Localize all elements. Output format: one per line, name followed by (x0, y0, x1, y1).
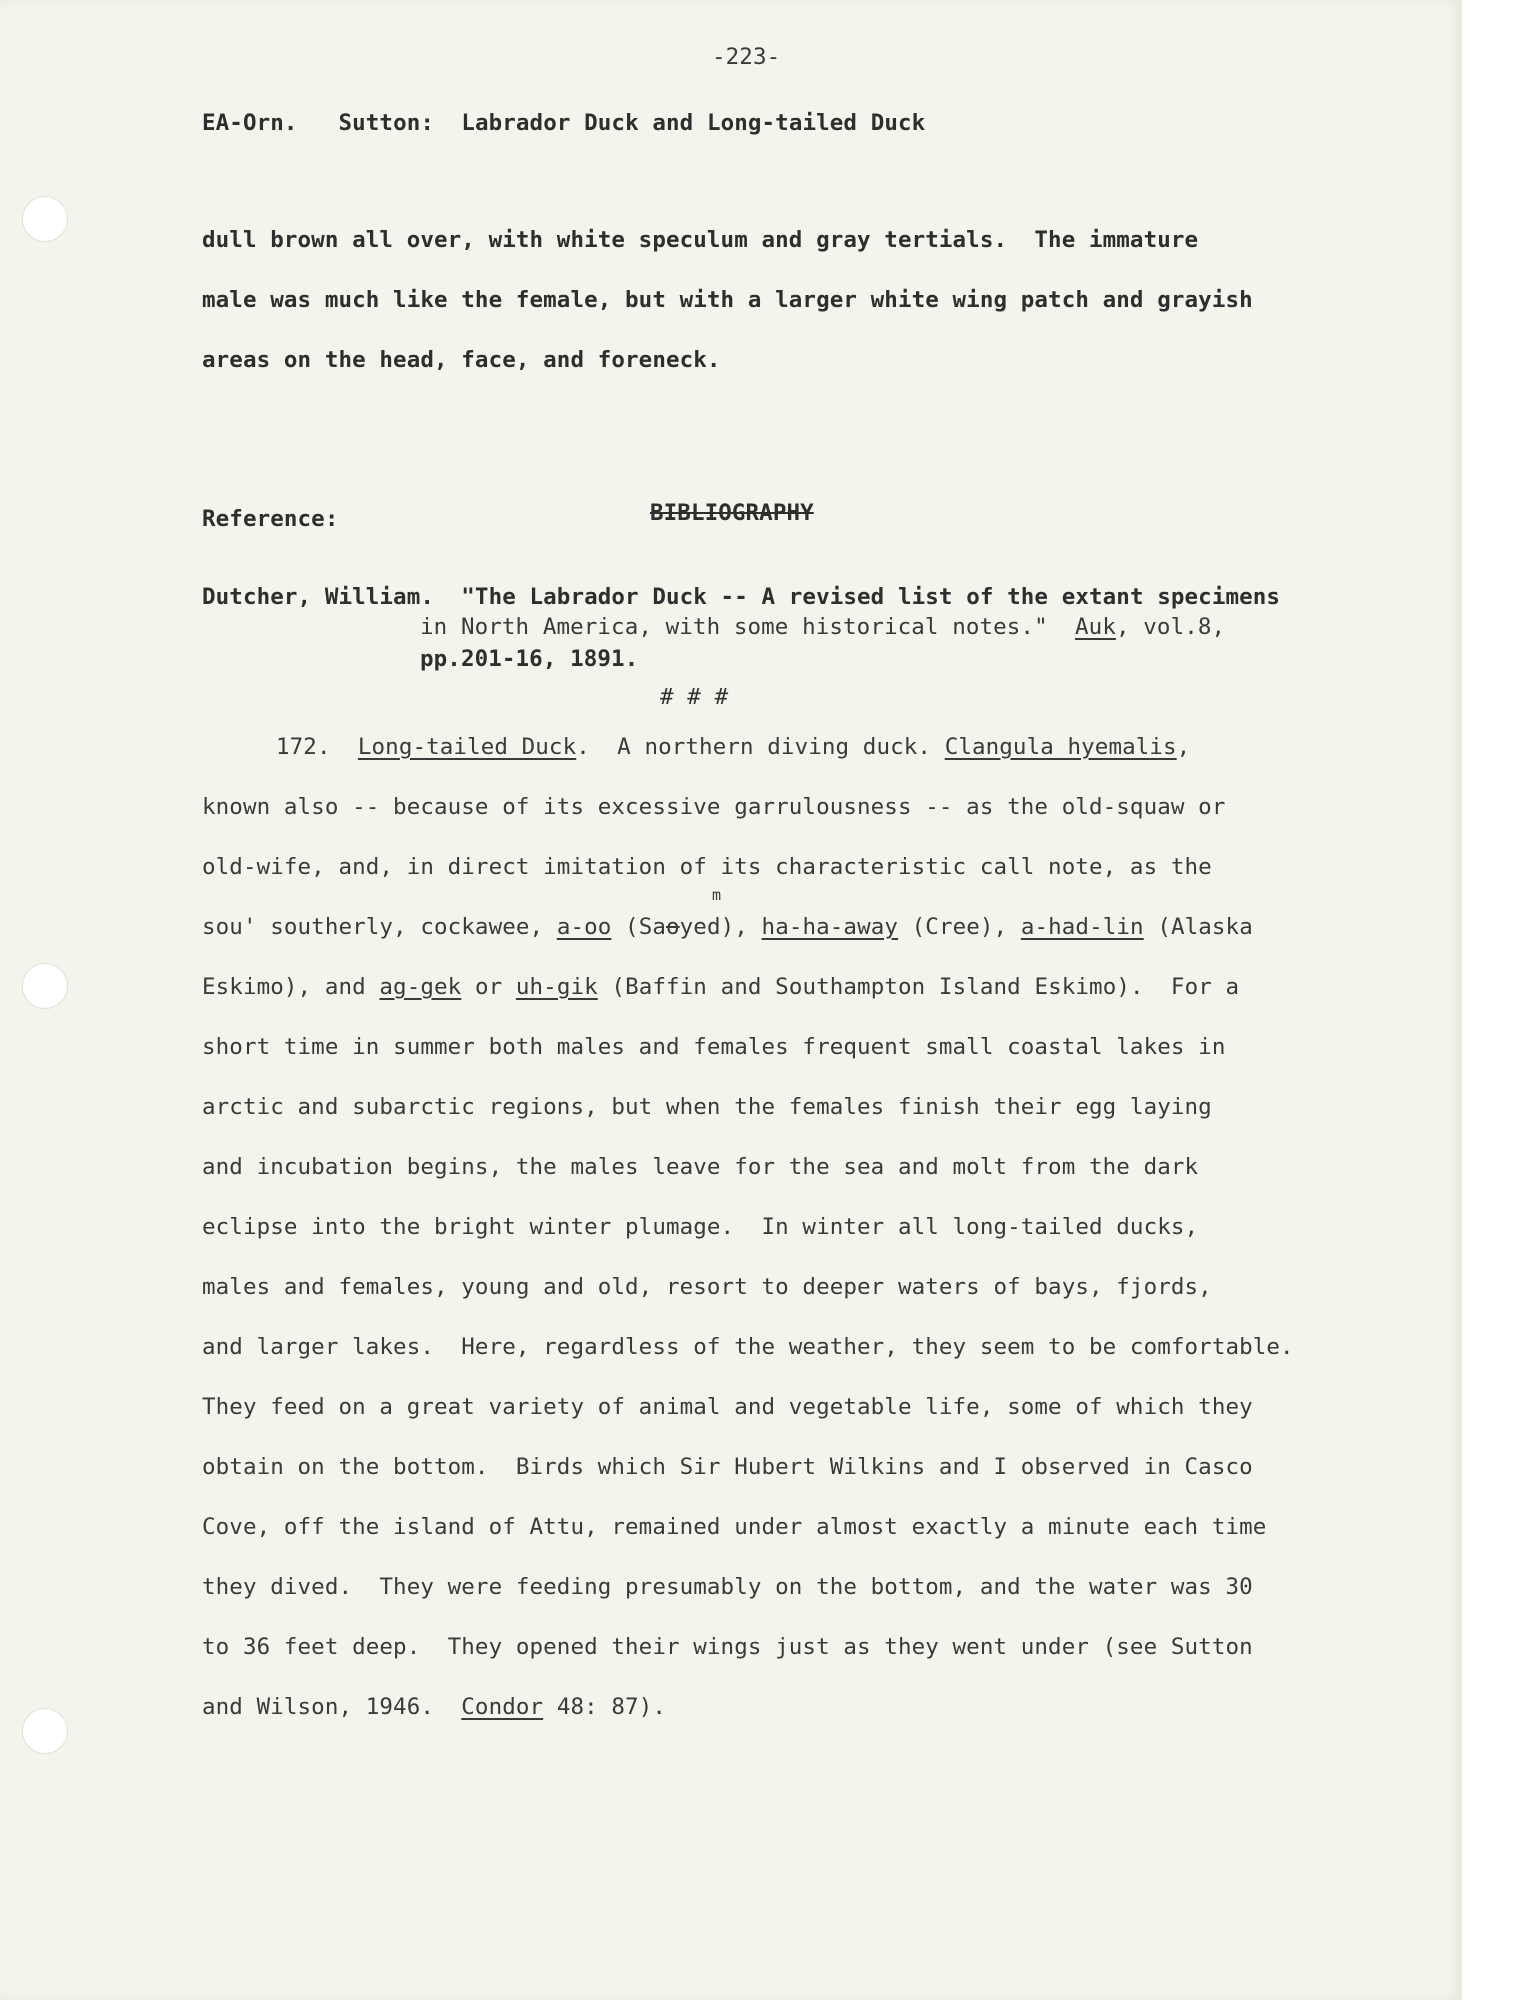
term-a-had-lin: a-had-lin (1020, 914, 1144, 940)
header-author: Sutton: (338, 110, 435, 136)
punch-hole (22, 963, 68, 1009)
term-uh-gik: uh-gik (515, 974, 598, 1000)
punch-hole (22, 1708, 68, 1754)
entry-line: to 36 feet deep. They opened their wings just as they went under (see Sutton (202, 1634, 1253, 1660)
entry-line: arctic and subarctic regions, but when the females finish their egg laying (202, 1094, 1212, 1120)
continuation-line: male was much like the female, but with a larger white wing patch and grayish (202, 287, 1253, 313)
entry-line: eclipse into the bright winter plumage. In winter all long-tailed ducks, (202, 1214, 1199, 1240)
bibliography-pages: pp.201-16, 1891. (420, 646, 639, 672)
entry-scientific-name: Clangula hyemalis (944, 734, 1177, 760)
section-separator: # # # (660, 684, 729, 710)
entry-number: 172. (276, 734, 331, 760)
term-ha-ha-away: ha-ha-away (761, 914, 899, 940)
entry-line: males and females, young and old, resort to deeper waters of bays, fjords, (202, 1274, 1212, 1300)
entry-last-line: and Wilson, 1946. Condor 48: 87). (202, 1694, 666, 1720)
entry-line: known also -- because of its excessive garrulousness -- as the old-squaw or (202, 794, 1226, 820)
entry-name: Long-tailed Duck (357, 734, 577, 760)
entry-first-line: 172. Long-tailed Duck. A northern diving duck. Clangula hyemalis, (276, 734, 1191, 760)
entry-line: Cove, off the island of Attu, remained under almost exactly a minute each time (202, 1514, 1267, 1540)
term-a-oo: a-oo (556, 914, 612, 940)
journal-condor: Condor (461, 1694, 544, 1720)
entry-line: short time in summer both males and females frequent small coastal lakes in (202, 1034, 1226, 1060)
bibliography-heading: BIBLIOGRAPHY (650, 500, 814, 526)
entry-line: They feed on a great variety of animal and vegetable life, some of which they (202, 1394, 1253, 1420)
entry-line: sou' southerly, cockawee, a-oo (Saoyed), ha-ha-away (Cree), a-had-lin (Alaska (202, 914, 1253, 940)
reference-label: Reference: (202, 506, 339, 532)
bib-title: "The Labrador Duck -- A revised list of the extant specimens (461, 584, 1281, 610)
term-ag-gek: ag-gek (379, 974, 462, 1000)
punch-hole (22, 196, 68, 242)
page-header (202, 110, 925, 136)
bib-journal: Auk (1075, 614, 1116, 640)
header-code: EA-Orn. (202, 110, 298, 136)
entry-line: old-wife, and, in direct imitation of its characteristic call note, as the (202, 854, 1212, 880)
entry-line: they dived. They were feeding presumably on the bottom, and the water was 30 (202, 1574, 1253, 1600)
continuation-line: areas on the head, face, and foreneck. (202, 347, 721, 373)
page-number: -223- (712, 44, 781, 70)
continuation-line: dull brown all over, with white speculum and gray tertials. The immature (202, 227, 1199, 253)
entry-line: and incubation begins, the males leave for the sea and molt from the dark (202, 1154, 1199, 1180)
entry-line: Eskimo), and ag-gek or uh-gik (Baffin and Southampton Island Eskimo). For a (202, 974, 1240, 1000)
header-title: Labrador Duck and Long-tailed Duck (461, 110, 926, 136)
handwritten-insertion: m (712, 886, 722, 904)
bibliography-entry (202, 584, 1280, 610)
entry-line: obtain on the bottom. Birds which Sir Hubert Wilkins and I observed in Casco (202, 1454, 1253, 1480)
bib-author: Dutcher, William. (202, 584, 434, 610)
entry-line: and larger lakes. Here, regardless of the weather, they seem to be comfortable. (202, 1334, 1294, 1360)
bibliography-entry-line: in North America, with some historical notes." Auk, vol.8, (420, 614, 1226, 640)
